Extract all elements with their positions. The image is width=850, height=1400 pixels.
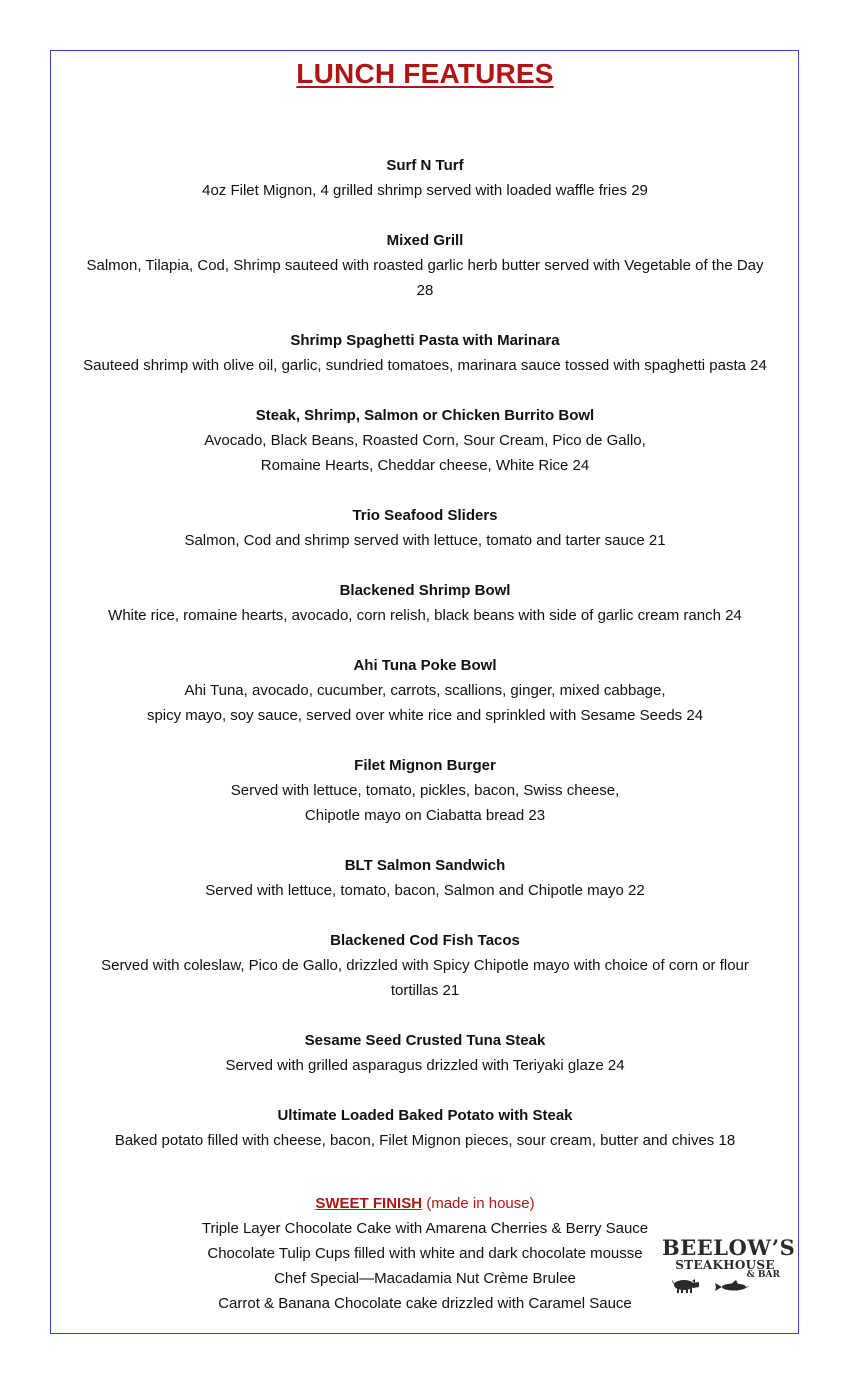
logo-name: BEELOW’S (662, 1235, 796, 1260)
menu-item-name: Blackened Cod Fish Tacos (330, 932, 520, 949)
menu-item (55, 1028, 795, 1078)
menu-item-name: Ahi Tuna Poke Bowl (353, 657, 497, 674)
menu-list (55, 153, 795, 1178)
menu-item (55, 853, 795, 903)
menu-item-description: Salmon, Cod and shrimp served with lettuce, tomato and tarter sauce 21 (184, 532, 666, 549)
menu-item (55, 403, 795, 478)
menu-item (55, 503, 795, 553)
menu-item-name: Sesame Seed Crusted Tuna Steak (304, 1032, 546, 1049)
menu-item (55, 653, 795, 728)
menu-item-description: Served with coleslaw, Pico de Gallo, drizzled with Spicy Chipotle mayo with choice of corn or flour (101, 957, 749, 974)
menu-item (55, 928, 795, 1003)
menu-item-description: 4oz Filet Mignon, 4 grilled shrimp served with loaded waffle fries 29 (202, 182, 648, 199)
menu-item-name: Steak, Shrimp, Salmon or Chicken Burrito Bowl (255, 407, 595, 424)
menu-item-name: Mixed Grill (386, 232, 464, 249)
menu-item-name: Blackened Shrimp Bowl (339, 582, 511, 599)
menu-item (55, 228, 795, 303)
dessert-item: Chocolate Tulip Cups filled with white and dark chocolate mousse (207, 1245, 643, 1262)
restaurant-logo (662, 1235, 796, 1297)
sweet-finish-note: (made in house) (422, 1195, 535, 1212)
sweet-finish-section (160, 1191, 690, 1316)
logo-subtitle: STEAKHOUSE (675, 1258, 775, 1272)
menu-item-price: tortillas 21 (390, 982, 460, 999)
pig-and-fish-icon (668, 1277, 758, 1295)
dessert-item: Chef Special—Macadamia Nut Crème Brulee (274, 1270, 576, 1287)
menu-item-description: Served with lettuce, tomato, bacon, Salmon and Chipotle mayo 22 (205, 882, 645, 899)
menu-item-description: Served with grilled asparagus drizzled with Teriyaki glaze 24 (225, 1057, 625, 1074)
dessert-item: Triple Layer Chocolate Cake with Amarena Cherries & Berry Sauce (201, 1220, 649, 1237)
menu-item-name: Filet Mignon Burger (354, 757, 496, 774)
menu-item-description: Ahi Tuna, avocado, cucumber, carrots, scallions, ginger, mixed cabbage, (184, 682, 666, 699)
menu-item-description: Served with lettuce, tomato, pickles, bacon, Swiss cheese, (230, 782, 620, 799)
menu-item-name: Ultimate Loaded Baked Potato with Steak (277, 1107, 573, 1124)
menu-item (55, 1103, 795, 1153)
menu-item-description: Chipotle mayo on Ciabatta bread 23 (304, 807, 546, 824)
menu-item (55, 753, 795, 828)
dessert-item: Carrot & Banana Chocolate cake drizzled with Caramel Sauce (218, 1295, 632, 1312)
sweet-finish-title: SWEET FINISH (315, 1195, 423, 1212)
menu-item-name: Surf N Turf (386, 157, 464, 174)
menu-item-description: White rice, romaine hearts, avocado, corn relish, black beans with side of garlic cream ranch 24 (108, 607, 742, 624)
logo-bar-text: & BAR (746, 1270, 780, 1280)
menu-item-description: Salmon, Tilapia, Cod, Shrimp sauteed with roasted garlic herb butter served with Vegetable of the Day (86, 257, 764, 274)
sweet-finish-heading (160, 1191, 690, 1216)
menu-item (55, 328, 795, 378)
menu-item-name: Trio Seafood Sliders (352, 507, 498, 524)
menu-item-name: BLT Salmon Sandwich (344, 857, 506, 874)
page-title: LUNCH FEATURES (296, 58, 554, 89)
menu-item (55, 153, 795, 203)
menu-item (55, 578, 795, 628)
menu-item-name: Shrimp Spaghetti Pasta with Marinara (290, 332, 560, 349)
menu-item-description: spicy mayo, soy sauce, served over white rice and sprinkled with Sesame Seeds 24 (146, 707, 704, 724)
menu-item-price: 28 (416, 282, 434, 299)
menu-item-description: Baked potato filled with cheese, bacon, Filet Mignon pieces, sour cream, butter and chives 18 (114, 1132, 736, 1149)
menu-item-description: Sauteed shrimp with olive oil, garlic, sundried tomatoes, marinara sauce tossed with spaghetti pasta 24 (83, 357, 767, 374)
menu-item-description: Romaine Hearts, Cheddar cheese, White Rice 24 (260, 457, 590, 474)
menu-item-description: Avocado, Black Beans, Roasted Corn, Sour Cream, Pico de Gallo, (204, 432, 646, 449)
